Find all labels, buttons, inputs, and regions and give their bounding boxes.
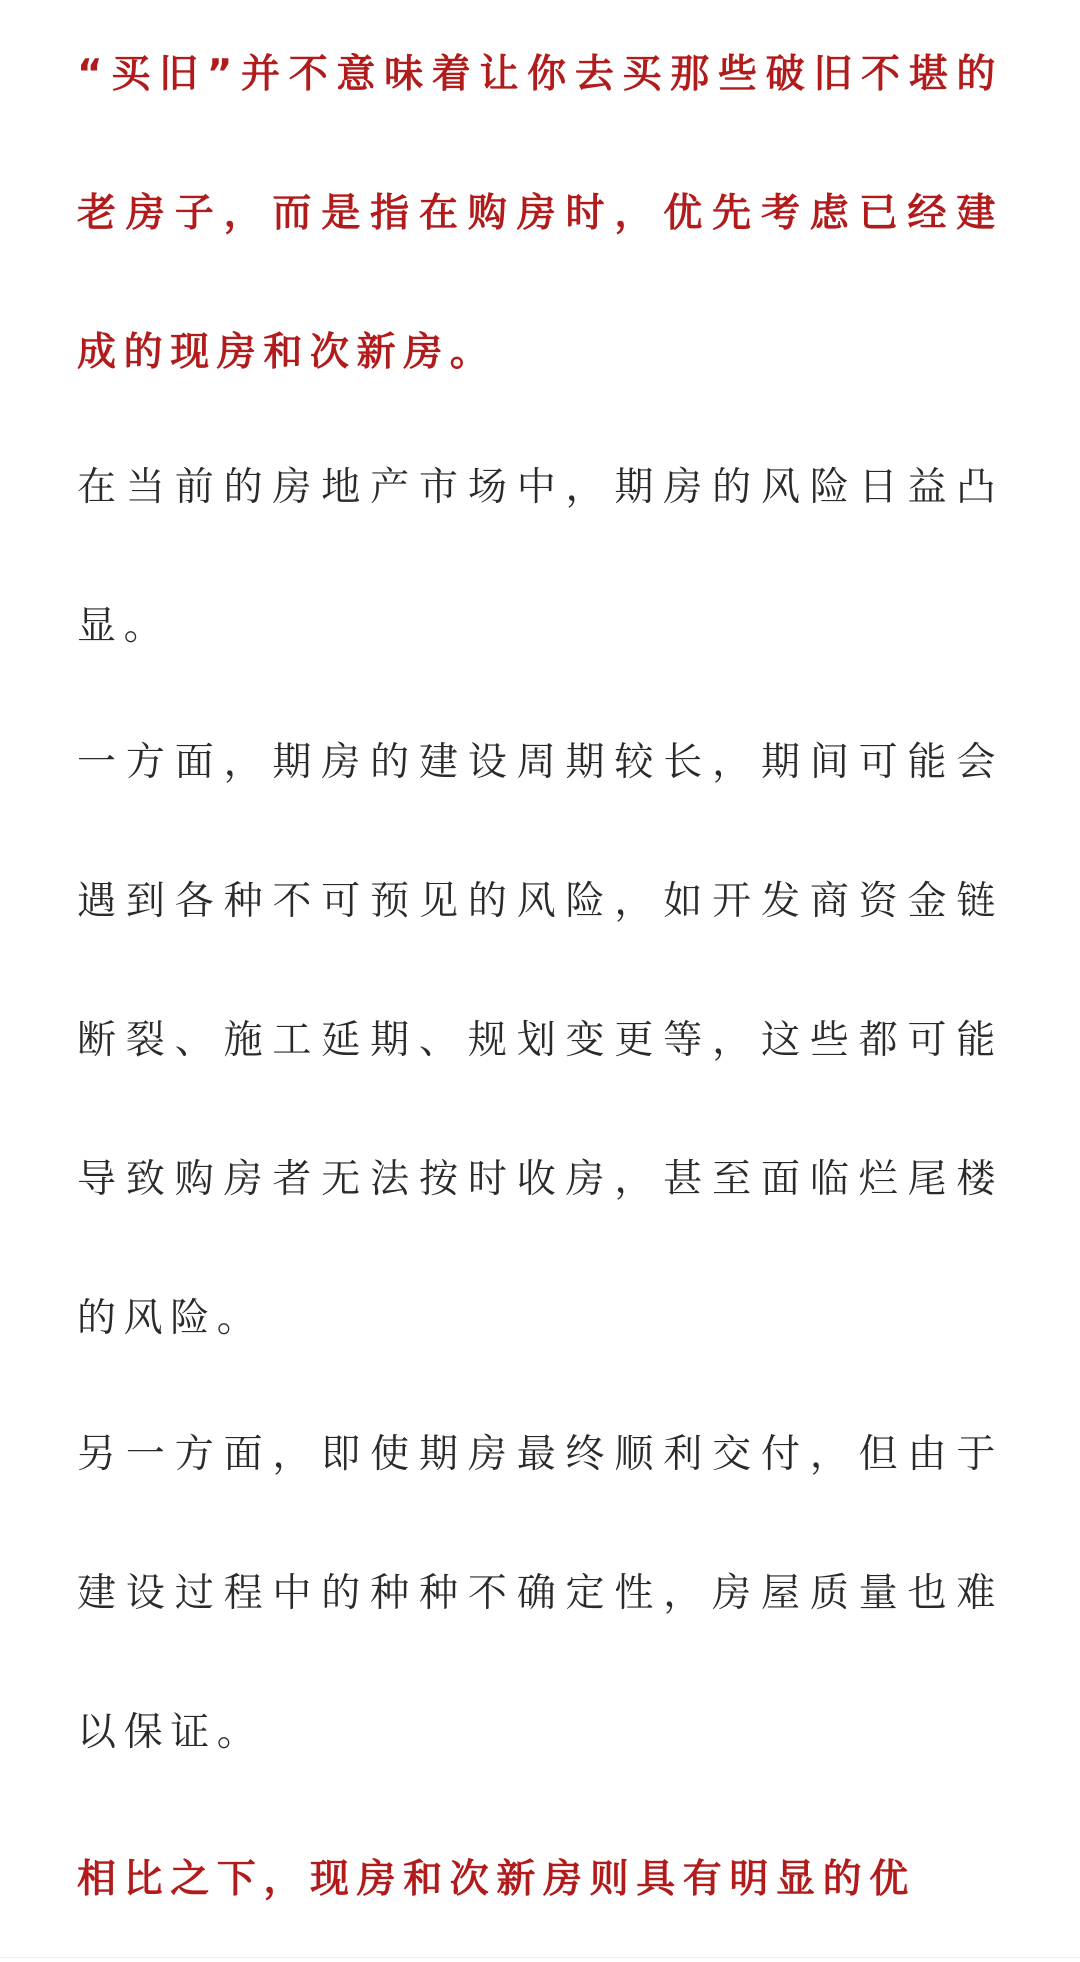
body-paragraph: 另一方面，即使期房最终顺利交付，但由于建设过程中的种种不确定性，房屋质量也难以保证。 xyxy=(77,1432,1003,1755)
body-paragraph: 在当前的房地产市场中，期房的风险日益凸显。 xyxy=(77,465,1003,649)
bottom-divider xyxy=(0,1957,1080,1958)
highlight-paragraph: 相比之下，现房和次新房则具有明显的优 xyxy=(77,1857,916,1902)
highlight-paragraph: “买旧”并不意味着让你去买那些破旧不堪的老房子，而是指在购房时，优先考虑已经建成的现房和次新房。 xyxy=(77,52,1003,375)
body-paragraph: 一方面，期房的建设周期较长，期间可能会遇到各种不可预见的风险，如开发商资金链断裂、施工延期、规划变更等，这些都可能导致购房者无法按时收房，甚至面临烂尾楼的风险。 xyxy=(77,740,1003,1341)
